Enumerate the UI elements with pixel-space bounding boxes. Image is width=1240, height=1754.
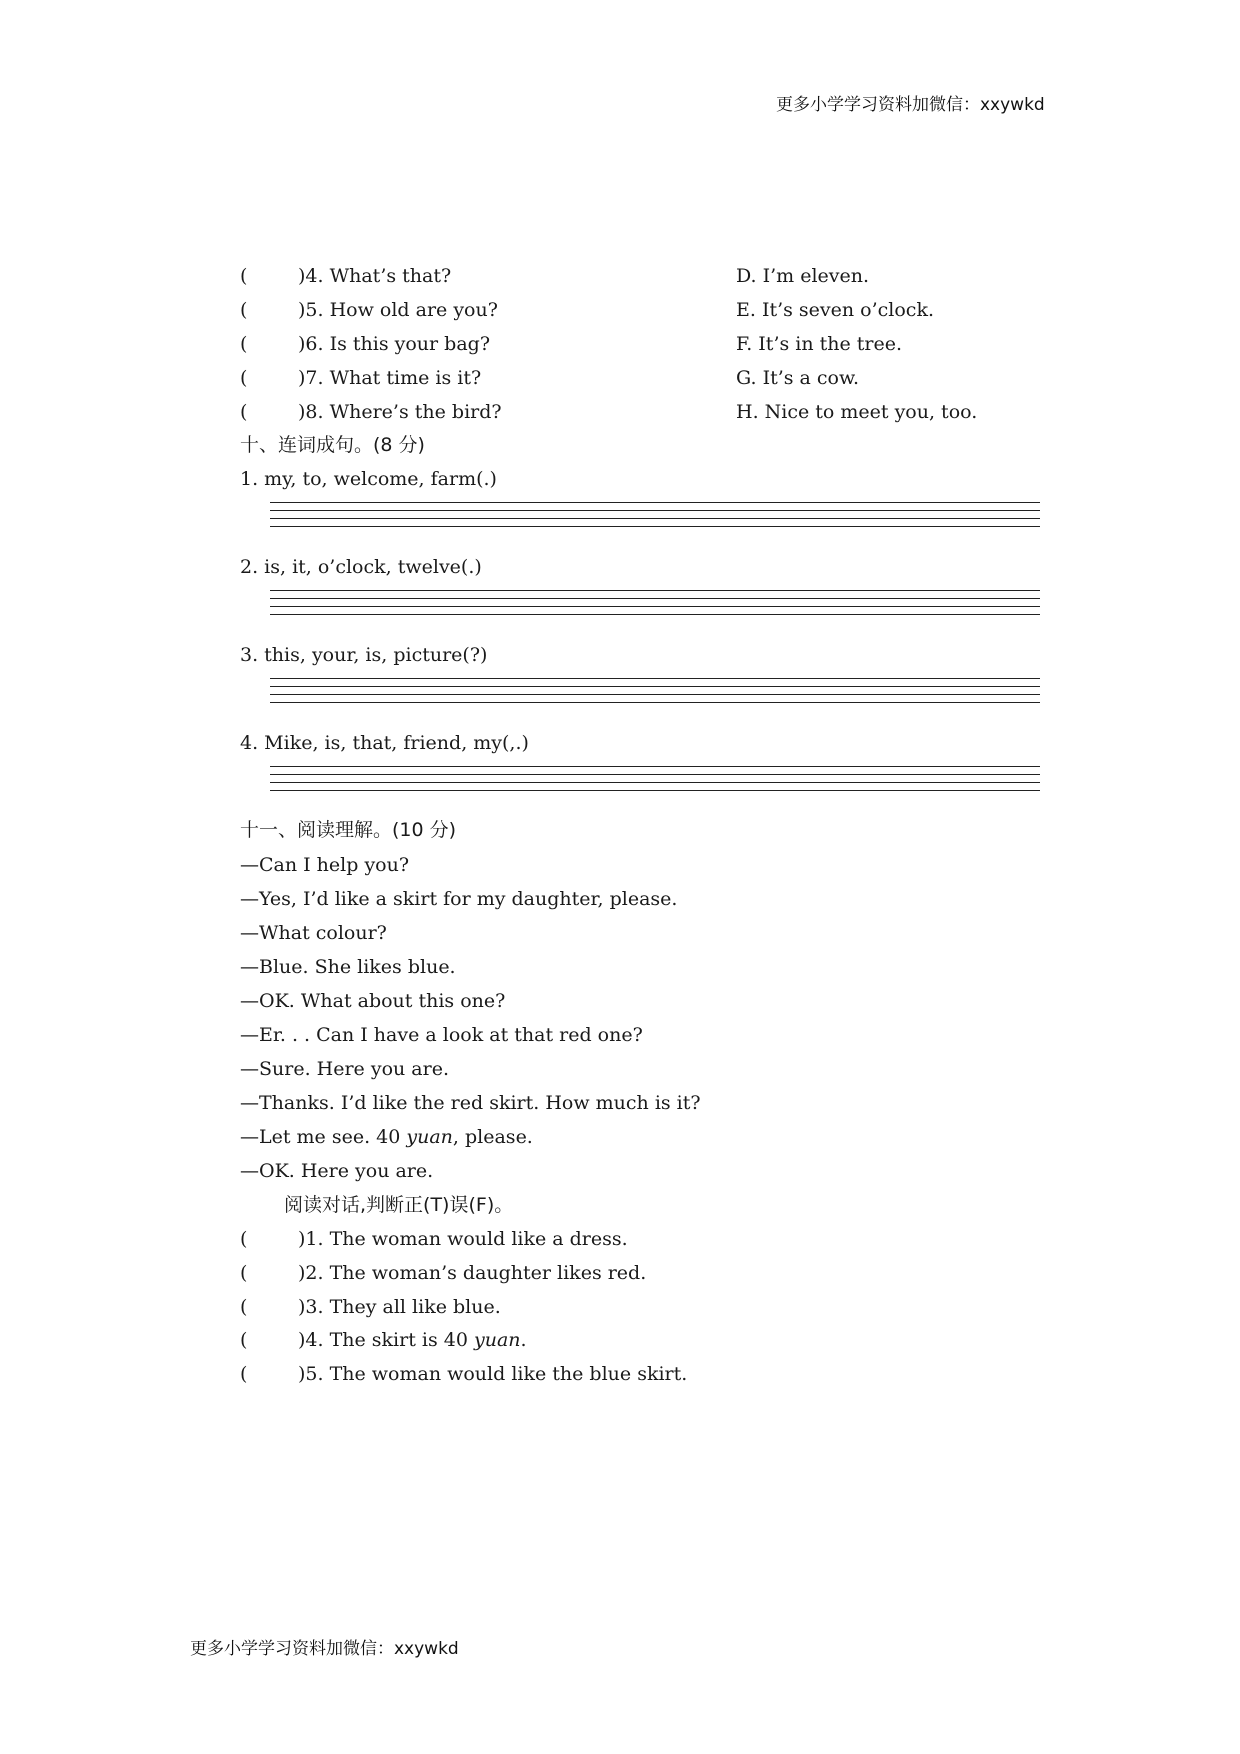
match-answer-d: D. I’m eleven.: [736, 265, 870, 287]
dialogue-line: —What colour?: [240, 922, 387, 944]
watermark-bottom: 更多小学学习资料加微信：xxywkd: [190, 1639, 459, 1659]
tf-question-3: ( )3. They all like blue.: [240, 1296, 501, 1318]
dialogue-line: —Can I help you?: [240, 854, 410, 876]
section10-heading: 十、连词成句。(8 分): [240, 434, 425, 456]
writing-lines-3[interactable]: [270, 678, 1040, 714]
tf-instruction: 阅读对话,判断正(T)误(F)。: [284, 1194, 514, 1216]
dialogue-line: —Let me see. 40 yuan, please.: [240, 1126, 533, 1148]
writing-lines-1[interactable]: [270, 502, 1040, 538]
match-question-4: ( )4. What’s that?: [240, 265, 452, 287]
dialogue-line: —Thanks. I’d like the red skirt. How much is it?: [240, 1092, 701, 1114]
tf-question-2: ( )2. The woman’s daughter likes red.: [240, 1262, 647, 1284]
dialogue-line: —OK. Here you are.: [240, 1160, 434, 1182]
match-question-6: ( )6. Is this your bag?: [240, 333, 490, 355]
dialogue-line: —Sure. Here you are.: [240, 1058, 449, 1080]
sentence-item-4: 4. Mike, is, that, friend, my(,.): [240, 732, 529, 754]
tf-question-4: ( )4. The skirt is 40 yuan.: [240, 1329, 527, 1351]
dialogue-line: —Er. . . Can I have a look at that red one?: [240, 1024, 643, 1046]
sentence-item-3: 3. this, your, is, picture(?): [240, 644, 488, 666]
tf-question-5: ( )5. The woman would like the blue skirt.: [240, 1363, 688, 1385]
dialogue-line: —OK. What about this one?: [240, 990, 506, 1012]
match-question-5: ( )5. How old are you?: [240, 299, 498, 321]
match-answer-f: F. It’s in the tree.: [736, 333, 903, 355]
writing-lines-2[interactable]: [270, 590, 1040, 626]
writing-lines-4[interactable]: [270, 766, 1040, 802]
match-answer-g: G. It’s a cow.: [736, 367, 860, 389]
watermark-top: 更多小学学习资料加微信：xxywkd: [776, 95, 1045, 115]
tf-question-1: ( )1. The woman would like a dress.: [240, 1228, 628, 1250]
match-answer-e: E. It’s seven o’clock.: [736, 299, 934, 321]
section11-heading: 十一、阅读理解。(10 分): [240, 819, 457, 841]
match-answer-h: H. Nice to meet you, too.: [736, 401, 978, 423]
match-question-8: ( )8. Where’s the bird?: [240, 401, 502, 423]
sentence-item-1: 1. my, to, welcome, farm(.): [240, 468, 497, 490]
dialogue-line: —Yes, I’d like a skirt for my daughter, please.: [240, 888, 678, 910]
sentence-item-2: 2. is, it, o’clock, twelve(.): [240, 556, 482, 578]
dialogue-line: —Blue. She likes blue.: [240, 956, 456, 978]
match-question-7: ( )7. What time is it?: [240, 367, 482, 389]
